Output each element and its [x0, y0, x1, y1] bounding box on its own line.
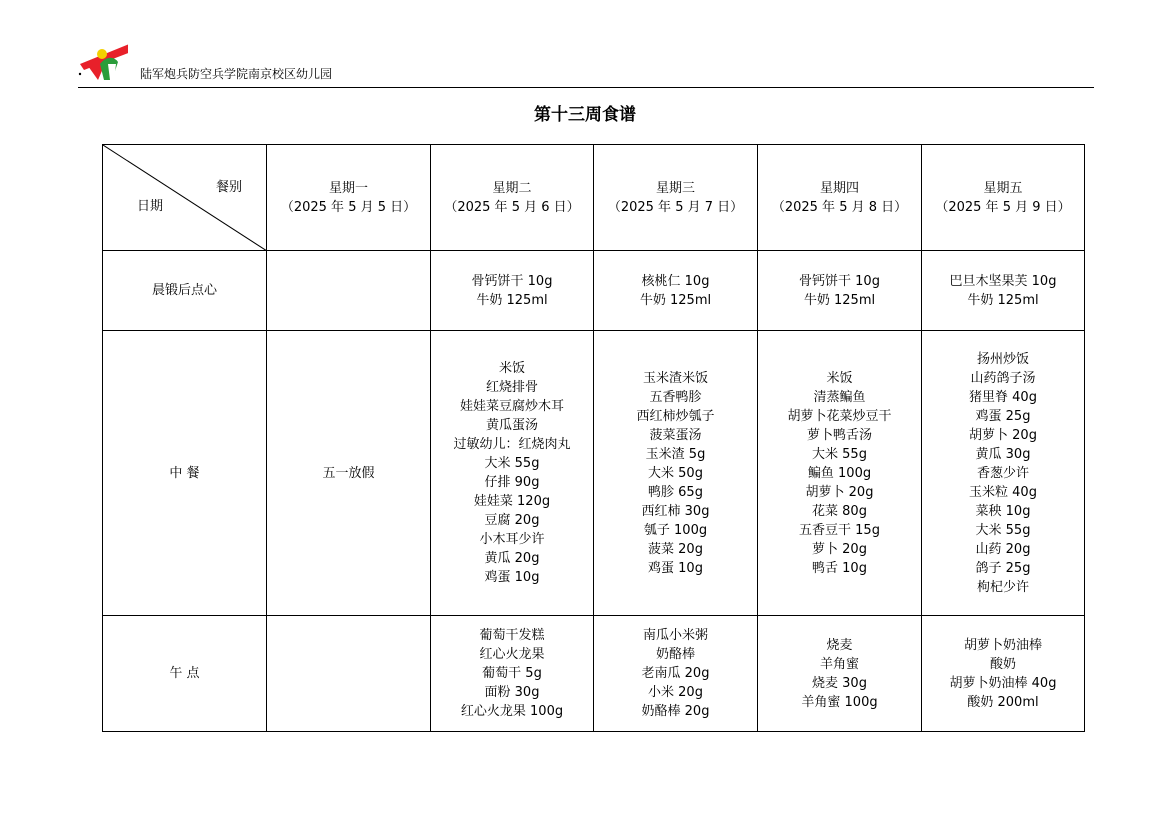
day-header: [758, 145, 922, 251]
menu-item: 豆腐 20g: [484, 513, 540, 528]
menu-item: 清蒸鳊鱼: [813, 389, 866, 405]
menu-item: 胡萝卜 20g: [805, 484, 874, 500]
menu-item: 骨钙饼干 10g: [799, 273, 880, 289]
menu-item: 大米 55g: [975, 522, 1031, 538]
menu-item: 巴旦木坚果芙 10g: [949, 273, 1057, 289]
menu-item: 鸡蛋 10g: [648, 560, 703, 576]
menu-item: 娃娃菜豆腐炒木耳: [459, 399, 564, 414]
menu-item: 玉米粒 40g: [969, 484, 1037, 500]
menu-item: 面粉 30g: [484, 685, 540, 700]
menu-item: 米饭: [498, 361, 525, 376]
menu-item: 牛奶 125ml: [803, 292, 876, 308]
header-rule: [78, 87, 1094, 88]
menu-item: 菠菜蛋汤: [649, 427, 702, 443]
diagonal-line: [103, 145, 267, 251]
menu-item: 羊角蜜 100g: [801, 694, 878, 710]
menu-item: 牛奶 125ml: [967, 292, 1039, 308]
menu-item: 鸡蛋 10g: [484, 570, 540, 585]
menu-item: 酸奶: [989, 656, 1016, 672]
meal-row: [103, 331, 1085, 616]
menu-item: 五香豆干 15g: [799, 522, 880, 538]
day-name: 星期一: [328, 180, 368, 196]
menu-item: 烧麦: [826, 637, 853, 653]
menu-cell: [267, 616, 431, 732]
day-date: （2025 年 5 月 7 日）: [607, 199, 744, 215]
day-date: （2025 年 5 月 6 日）: [444, 199, 580, 215]
menu-item: 山药 20g: [975, 541, 1031, 557]
menu-item: 牛奶 125ml: [639, 292, 712, 308]
day-name: 星期四: [819, 180, 859, 196]
menu-item: 骨钙饼干 10g: [471, 273, 553, 289]
menu-item: 南瓜小米粥: [642, 628, 708, 643]
menu-item: 小木耳少许: [479, 532, 545, 547]
menu-item: 红心火龙果: [479, 647, 545, 662]
day-name: 星期二: [492, 180, 532, 196]
menu-cell: [758, 616, 922, 732]
meal-type-label: 餐别: [215, 180, 242, 195]
meal-type-cell: 午 点: [103, 616, 267, 732]
menu-item: 鸽子 25g: [975, 560, 1031, 576]
menu-cell: [431, 251, 594, 331]
menu-table: [102, 144, 1085, 732]
menu-item: 红烧排骨: [485, 380, 538, 395]
menu-item: 鸭胗 65g: [648, 484, 703, 500]
day-date: （2025 年 5 月 9 日）: [935, 199, 1071, 215]
page-title: 第十三周食谱: [534, 105, 636, 125]
menu-item: 菠菜 20g: [648, 541, 703, 557]
menu-item: 羊角蜜: [819, 656, 859, 672]
menu-item: 牛奶 125ml: [476, 292, 548, 308]
menu-item: 鸡蛋 25g: [975, 408, 1031, 424]
kindergarten-logo: [78, 40, 128, 82]
menu-item: 香葱少许: [976, 465, 1029, 481]
day-header: [267, 145, 431, 251]
menu-item: 五一放假: [322, 465, 375, 481]
menu-cell: [758, 251, 922, 331]
menu-item: 娃娃菜 120g: [473, 494, 551, 509]
menu-item: 烧麦 30g: [812, 675, 867, 691]
menu-item: 红心火龙果 100g: [460, 704, 564, 719]
menu-item: 鳊鱼 100g: [807, 465, 872, 481]
menu-item: 小米 20g: [648, 685, 703, 700]
menu-item: 黄瓜 20g: [484, 551, 540, 566]
header-row: [103, 145, 1085, 251]
menu-cell: [922, 331, 1085, 616]
menu-item: 猪里脊 40g: [969, 389, 1037, 405]
menu-item: 过敏幼儿：红烧肉丸: [453, 437, 571, 452]
menu-item: 核桃仁 10g: [641, 273, 710, 289]
meal-row: [103, 616, 1085, 732]
menu-cell: [594, 251, 758, 331]
menu-item: 胡萝卜奶油棒: [963, 637, 1042, 653]
menu-item: 葡萄干发糕: [479, 628, 545, 643]
menu-item: 山药鸽子汤: [970, 370, 1036, 386]
menu-item: 扬州炒饭: [976, 351, 1029, 367]
day-date: （2025 年 5 月 8 日）: [771, 199, 908, 215]
day-name: 星期三: [655, 180, 695, 196]
menu-item: 奶酪棒: [655, 647, 695, 662]
menu-item: 大米 55g: [484, 456, 540, 471]
corner-cell: [103, 145, 267, 251]
menu-cell: [594, 331, 758, 616]
menu-item: 黄瓜蛋汤: [485, 418, 538, 433]
menu-item: 花菜 80g: [812, 503, 867, 519]
menu-cell: [922, 616, 1085, 732]
menu-cell: [431, 331, 594, 616]
date-label: 日期: [137, 199, 164, 214]
menu-item: 玉米渣 5g: [645, 446, 706, 462]
menu-item: 玉米渣米饭: [642, 370, 708, 386]
menu-item: 黄瓜 30g: [975, 446, 1031, 462]
menu-cell: [758, 331, 922, 616]
menu-item: 胡萝卜 20g: [969, 427, 1037, 443]
menu-item: 葡萄干 5g: [482, 666, 542, 681]
day-header: [431, 145, 594, 251]
day-date: （2025 年 5 月 5 日）: [280, 199, 417, 215]
menu-cell: [267, 251, 431, 331]
menu-cell: [267, 331, 431, 616]
menu-item: 菜秧 10g: [975, 503, 1031, 519]
day-header: [594, 145, 758, 251]
menu-item: 酸奶 200ml: [967, 694, 1039, 710]
meal-row: [103, 251, 1085, 331]
meal-type-cell: 中 餐: [103, 331, 267, 616]
menu-item: 萝卜 20g: [812, 541, 867, 557]
school-name: 陆军炮兵防空兵学院南京校区幼儿园: [140, 67, 333, 81]
day-header: [922, 145, 1085, 251]
page-header: [78, 40, 1094, 88]
menu-item: 枸杞少许: [976, 579, 1029, 595]
menu-item: 老南瓜 20g: [641, 666, 710, 681]
menu-item: 仔排 90g: [484, 475, 540, 490]
menu-item: 米饭: [826, 370, 853, 386]
menu-item: 鸭舌 10g: [812, 560, 867, 576]
menu-cell: [922, 251, 1085, 331]
menu-item: 西红柿 30g: [641, 503, 710, 519]
menu-item: 五香鸭胗: [649, 389, 702, 405]
menu-item: 西红柿炒瓠子: [636, 408, 715, 424]
menu-item: 大米 55g: [812, 446, 867, 462]
menu-cell: [594, 616, 758, 732]
menu-cell: [431, 616, 594, 732]
menu-item: 胡萝卜奶油棒 40g: [949, 675, 1057, 691]
meal-type-cell: 晨锻后点心: [103, 251, 267, 331]
menu-item: 胡萝卜花菜炒豆干: [787, 408, 892, 424]
menu-item: 奶酪棒 20g: [641, 704, 710, 719]
menu-item: 大米 50g: [648, 465, 703, 481]
menu-item: 萝卜鸭舌汤: [806, 427, 872, 443]
day-name: 星期五: [983, 180, 1023, 196]
menu-item: 瓠子 100g: [643, 522, 708, 538]
